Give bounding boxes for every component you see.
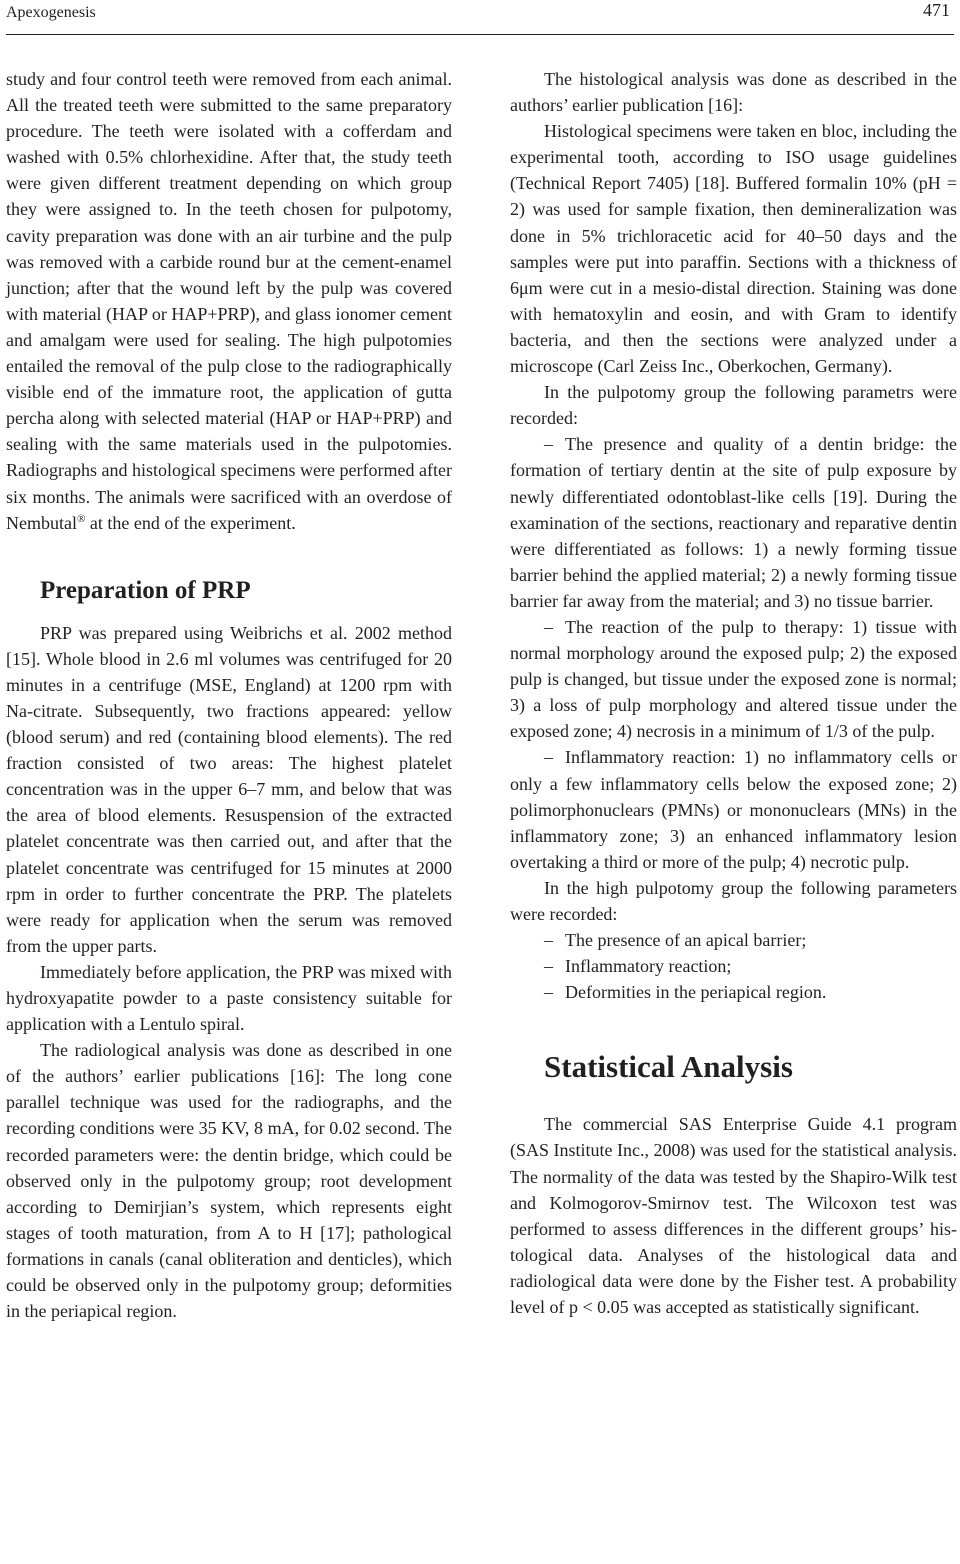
page-number: 471 <box>923 0 950 20</box>
list-item-text: The presence and quality of a dentin bridge: the formation of tertiary dentin at the site of pulp exposure by newly differentiated odontoblast-like cells [19]. During the examination of the sections, reactionary and reparative dentin were differentiated as follows: 1) a newly forming tissue barrier behind the applied material; 2) a newly forming tissue barrier far away from the material; and 3) no tissue barrier. <box>510 434 957 611</box>
section-heading-prp: Preparation of PRP <box>40 576 251 604</box>
paragraph-prp-application: Immediately before application, the PRP was mixed with hydroxyapatite powder to a paste consistency suitable for application with a Lentulo spiral. <box>6 961 452 1035</box>
list-item-text: Inflammatory reaction; <box>565 956 732 977</box>
left-column <box>6 66 452 1324</box>
dash-marker: – <box>544 747 553 768</box>
list-item-text: Inflammatory reaction: 1) no inflammatory cells or only a few inflammatory cells below the exposed zone; 2) polimorphonuclears (PMNs) or mononuclears (MNs) in the inflammatory zone; 3) an enhanced inflammatory lesion overtaking a third or more of the pulp; 4) necrotic pulp. <box>510 747 957 872</box>
paragraph-text-end: at the end of the experiment. <box>85 512 296 533</box>
dash-marker: – <box>544 434 553 455</box>
right-column <box>510 66 957 1320</box>
list-item-deformities <box>510 979 957 1005</box>
section-heading-statistical-analysis: Statistical Analysis <box>544 1049 793 1085</box>
registered-mark: ® <box>76 512 86 525</box>
list-item-inflammatory-reaction <box>510 744 957 874</box>
paragraph-histological-intro: The histological analysis was done as described in the authors’ earlier publication [16]: <box>510 69 957 116</box>
paragraph-pulpotomy-parameters: In the pulpotomy group the following parametrs were recorded: <box>510 382 957 429</box>
running-header <box>6 0 954 35</box>
running-title: Apexogenesis <box>6 4 96 21</box>
list-item-text: The presence of an apical barrier; <box>565 930 807 951</box>
list-item-apical-barrier <box>510 927 957 953</box>
list-item-inflammatory <box>510 953 957 979</box>
list-item-text: The reaction of the pulp to therapy: 1) tissue with normal morphology around the exposed pulp; 2) the exposed pulp is changed, but tissue under the exposed zone is normal; 3) a loss of pulp morphology and altered tissue under the exposed zone; 4) necrosis in a minimum of 1/3 of the pulp. <box>510 616 957 742</box>
dash-marker: – <box>544 930 553 951</box>
paragraph-histological-specimens: Histological specimens were taken en bloc, including the experimental tooth, according to ISO usage guidelines (Technical Report 7405) [18]. Buffered formalin 10% (pH = 2) was used for sample fixation, then demineralization was done in 5% trichloracetic acid for 40–50 days and the samples were put into paraffin. Sections with a thickness of 6μm were cut in a mesio-distal direction. Staining was done with hematoxylin and eosin, and with Gram to identify bacteria, and then the sections were analyzed under a microscope (Carl Zeiss Inc., Oberkochen, Germany). <box>510 121 957 377</box>
paragraph-prp-preparation: PRP was prepared using Weibrichs et al. 2002 method [15]. Whole blood in 2.6 ml volumes was centrifuged for 20 minutes in a centrifuge (MSE, England) at 1200 rpm with Na-citrate. Subsequently, two fractions appeared: yellow (blood serum) and red (containing blood elements). The red fraction consisted of two areas: The highest platelet concentration was in the upper 6–7 mm, and below that was the area of blood elements. Resuspension of the extracted platelet concentrate was then carried out, and after that the platelet concentrate was centrifuged for 15 minutes at 2000 rpm in order to further concentrate the PRP. The platelets were ready for application when the serum was removed from the upper parts. <box>6 622 452 956</box>
list-item-dentin-bridge <box>510 431 957 614</box>
paragraph-methods-procedure <box>6 66 452 536</box>
list-item-text: Deformities in the periapical region. <box>565 982 827 1003</box>
paragraph-high-pulpotomy-parameters: In the high pulpotomy group the following parameters were recorded: <box>510 877 957 924</box>
paragraph-radiological-analysis: The radiological analysis was done as described in one of the authors’ earlier publications [16]: The long cone parallel technique was used for the radiographs, and the recording conditions were 35 KV, 8 mA, for 0.02 second. The recorded parameters were: the dentin bridge, which could be observed only in the pulpotomy group; root development according to Demirjian’s system, which represents eight stages of tooth maturation, from A to H [17]; pathological formations in canals (canal obliteration and denticles), which could be observed only in the pulpotomy group; deformities in the periapical region. <box>6 1040 452 1322</box>
dash-marker: – <box>544 956 553 977</box>
paragraph-statistical-analysis: The commercial SAS Enterprise Guide 4.1 program (SAS Institute Inc., 2008) was used for the statistical analysis. The normality of the data was tested by the Shapiro-Wilk test and Kolmogorov-Smirnov test. The Wilcoxon test was performed to assess differences in the different groups’ histological data. Analyses of the histological data and radiological data were done by the Fisher test. A probability level of p < 0.05 was accepted as statistically significant. <box>510 1114 957 1318</box>
paragraph-text: study and four control teeth were removed from each animal. All the treated teeth were submitted to the same preparatory procedure. The teeth were isolated with a cofferdam and washed with 0.5% chlorhexidine. After that, the study teeth were given different treatment depending on which group they were assigned to. In the teeth chosen for pulpotomy, cavity preparation was done with an air turbine and the pulp was removed with a carbide round bur at the cement-enamel junction; after that the wound left by the pulp was covered with material (HAP or HAP+PRP), and glass ionomer cement and amalgam were used for sealing. The high pulpotomies entailed the removal of the pulp close to the radiographically visible end of the immature root, the application of gutta percha along with selected material (HAP or HAP+PRP) and sealing with the same materials used in the pulpotomies. Radiographs and histological specimens were performed after six months. The animals were sacrificed with an overdose of Nembutal <box>6 69 452 533</box>
dash-marker: – <box>544 982 553 1003</box>
dash-marker: – <box>544 616 553 637</box>
list-item-pulp-reaction <box>510 614 957 744</box>
